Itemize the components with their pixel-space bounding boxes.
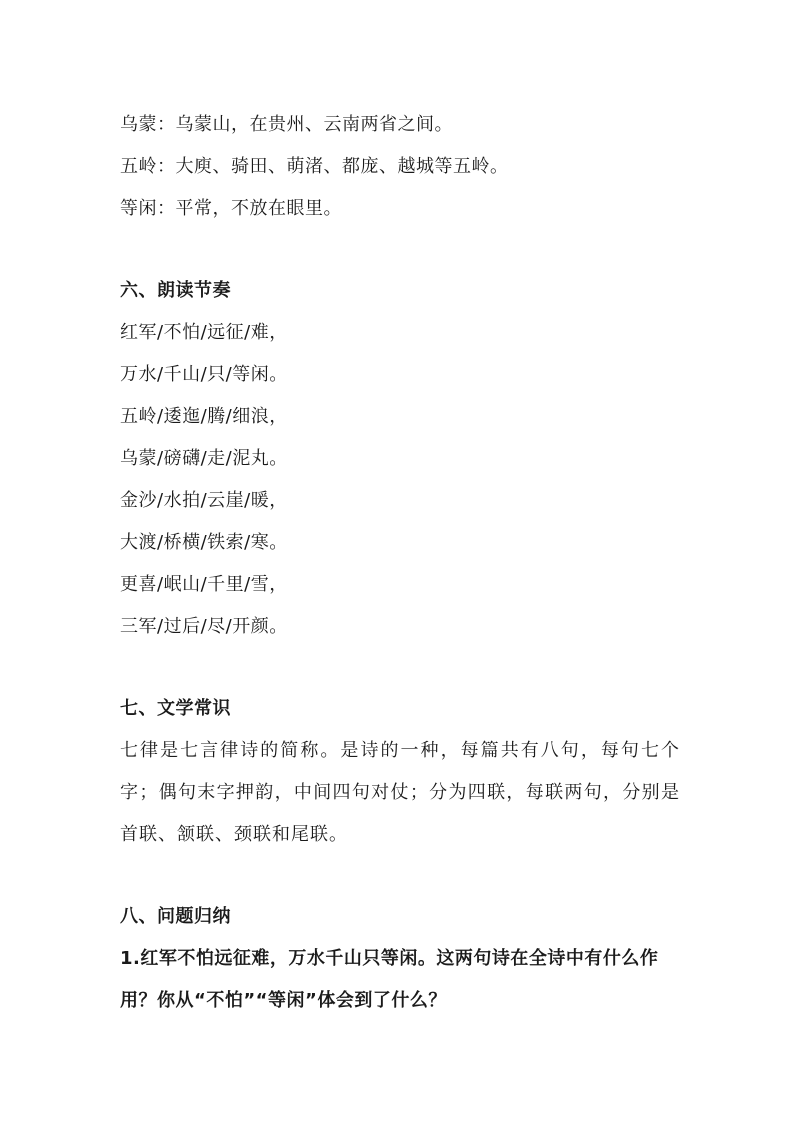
- section-question-summary: [120, 896, 680, 1022]
- poem-line: 乌蒙/磅礴/走/泥丸。: [120, 448, 288, 469]
- note-wuling: 五岭：大庾、骑田、萌渚、都庞、越城等五岭。: [120, 156, 509, 177]
- section-heading: 六、朗读节奏: [120, 280, 231, 301]
- poem-line: 五岭/逶迤/腾/细浪，: [120, 406, 288, 427]
- literary-paragraph: 七律是七言律诗的简称。是诗的一种，每篇共有八句，每句七个字；偶句末字押韵，中间四句对仗；分为四联，每联两句，分别是首联、颔联、颈联和尾联。: [120, 740, 680, 845]
- poem-line: 更喜/岷山/千里/雪，: [120, 574, 288, 595]
- poem-line: 万水/千山/只/等闲。: [120, 364, 288, 385]
- section-literary-knowledge: [120, 688, 680, 856]
- question-1: 1.红军不怕远征难，万水千山只等闲。这两句诗在全诗中有什么作用？你从“不怕”“等闲”体会到了什么？: [120, 948, 659, 1011]
- section-reading-rhythm: [120, 270, 680, 648]
- poem-line: 金沙/水拍/云崖/暖，: [120, 490, 288, 511]
- note-dengxian: 等闲：平常，不放在眼里。: [120, 198, 342, 219]
- section-heading: 八、问题归纳: [120, 906, 231, 927]
- poem-line: 三军/过后/尽/开颜。: [120, 616, 288, 637]
- notes-block: [120, 104, 680, 230]
- poem-line: 红军/不怕/远征/难，: [120, 322, 288, 343]
- note-wumeng: 乌蒙：乌蒙山，在贵州、云南两省之间。: [120, 114, 453, 135]
- section-heading: 七、文学常识: [120, 698, 231, 719]
- document-page: [120, 104, 680, 1022]
- poem-line: 大渡/桥横/铁索/寒。: [120, 532, 288, 553]
